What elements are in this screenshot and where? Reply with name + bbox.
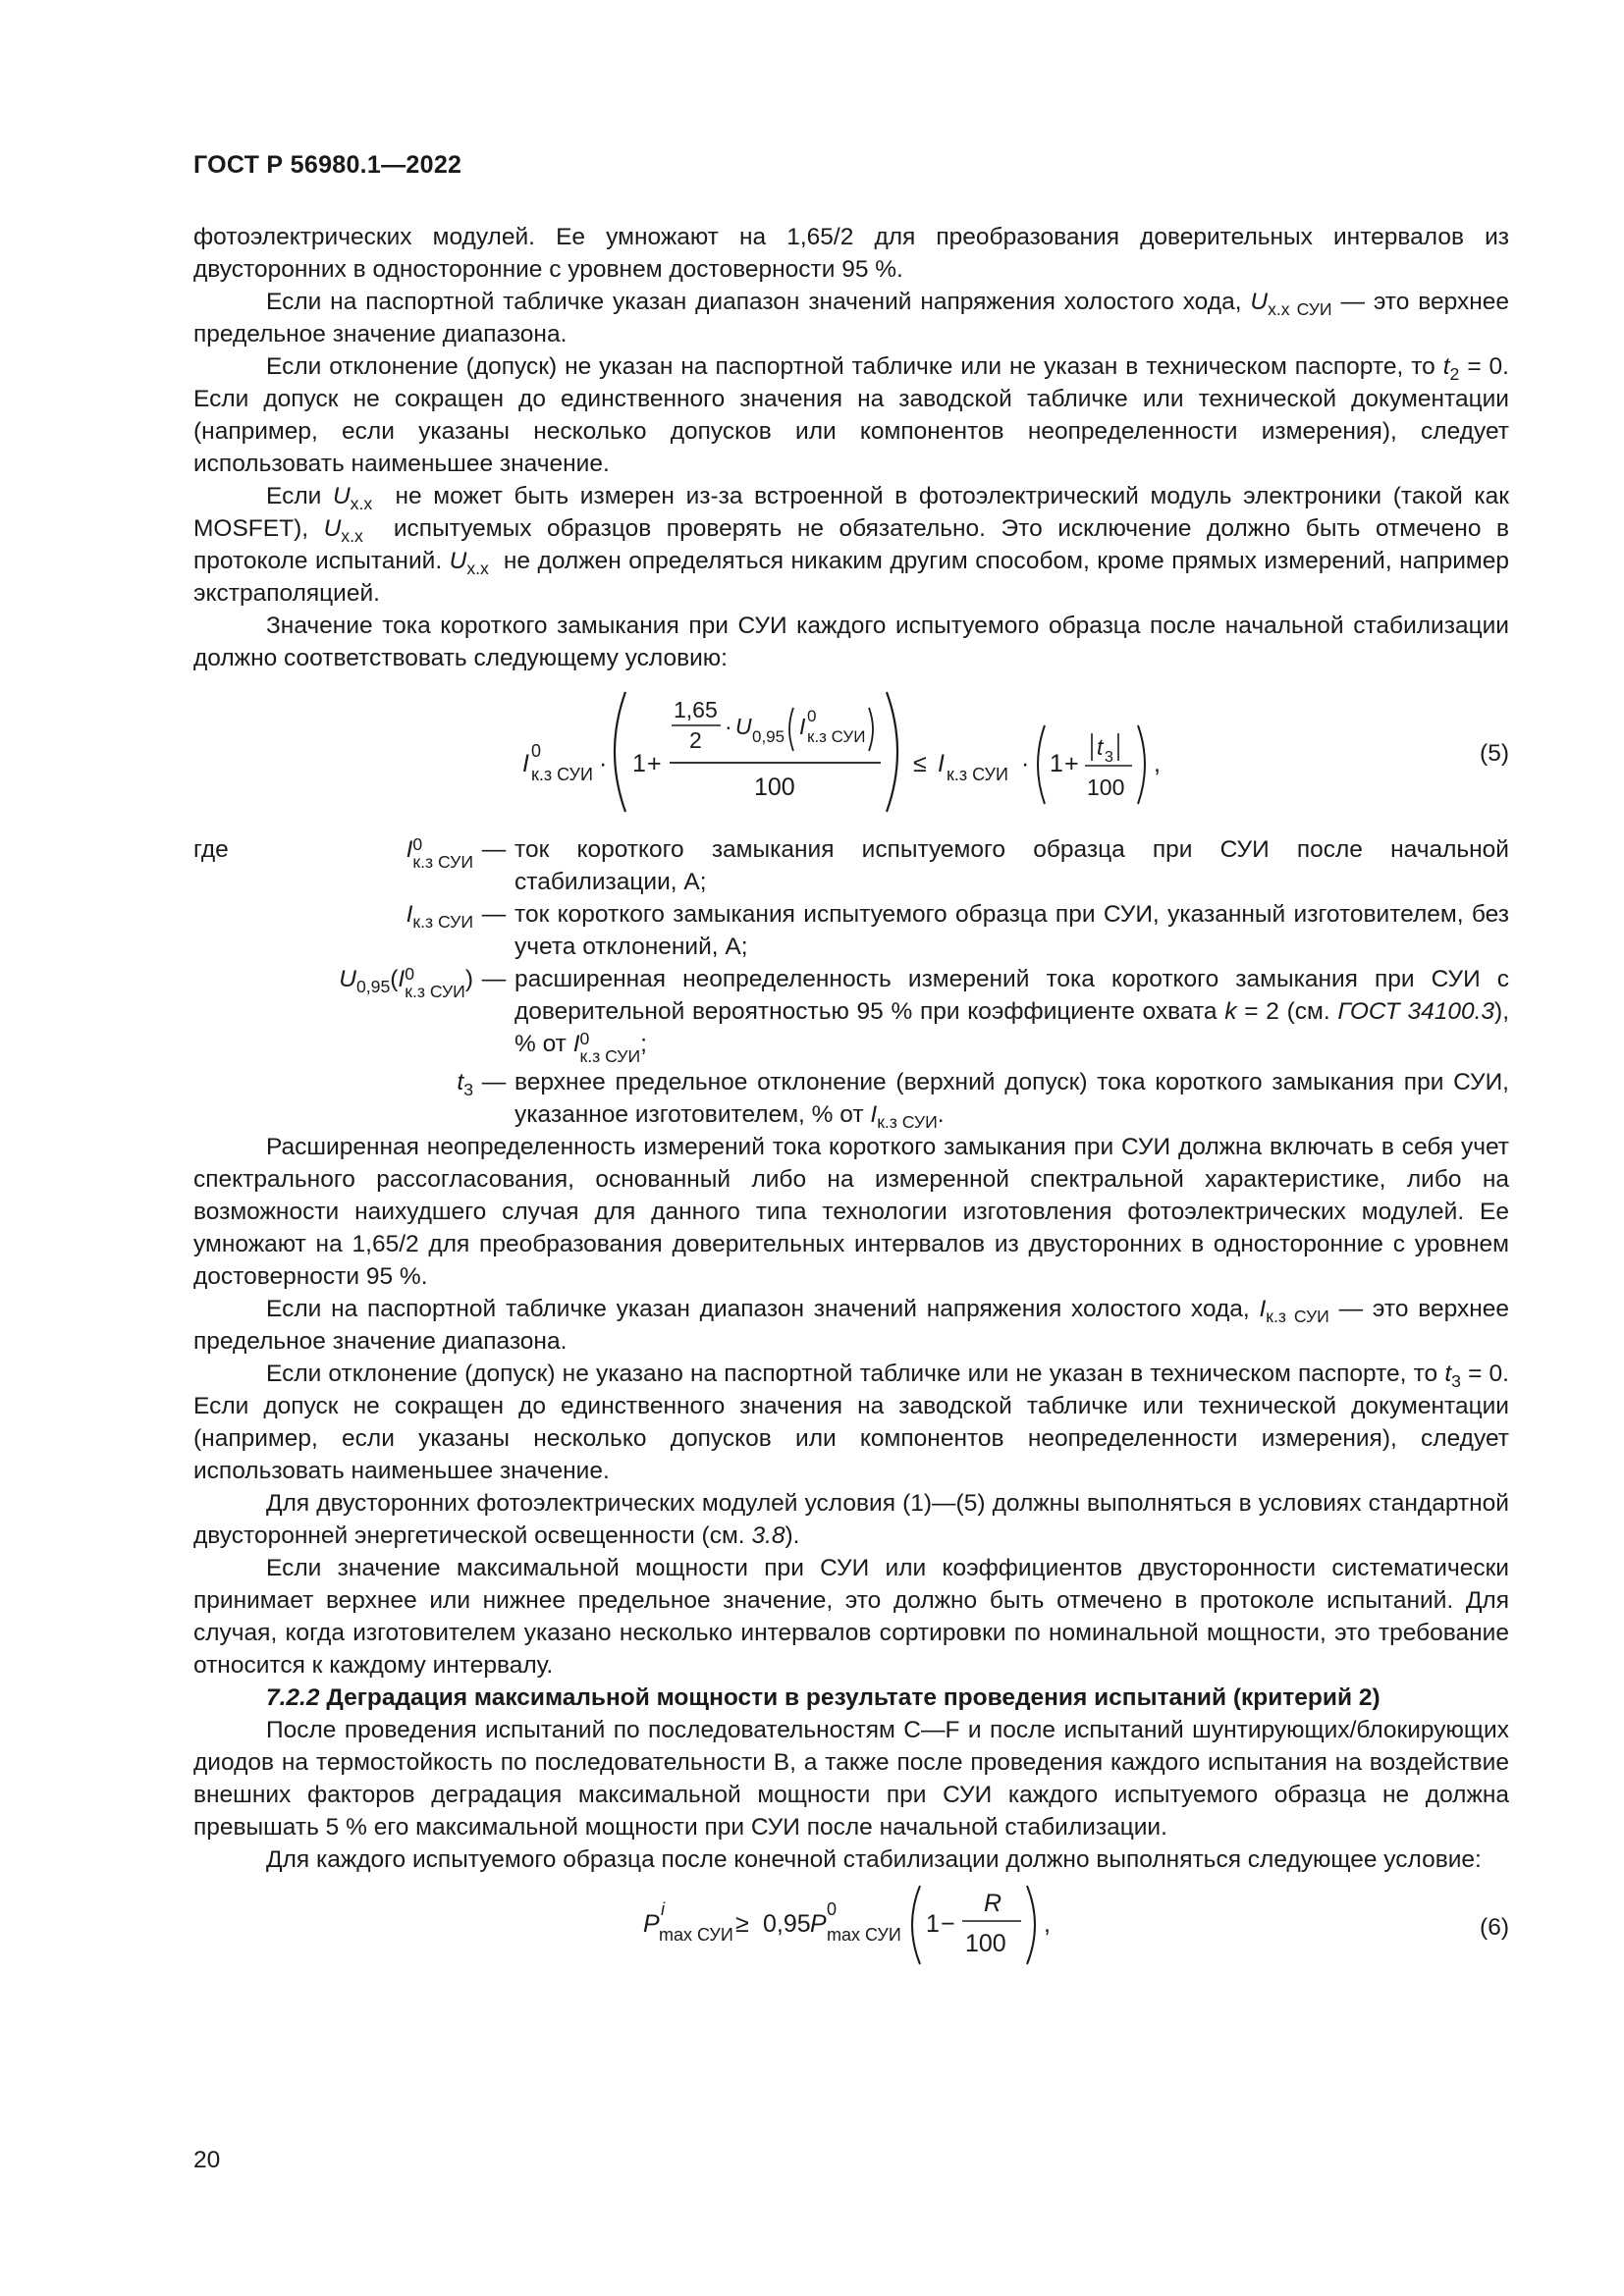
formula-6-tail	[908, 1878, 1085, 1972]
where-item	[193, 1066, 1509, 1131]
f6-P-sup: i	[661, 1898, 665, 1919]
f5-t3-sub: 3	[1105, 749, 1113, 766]
f6-R: R	[984, 1889, 1002, 1917]
f5-paren2-right	[1138, 725, 1145, 804]
where-description: верхнее предельное отклонение (верхний допуск) тока короткого замыкания при СУИ, указанное изготовителем, % от $I_{к.з СУИ}$.	[514, 1068, 1509, 1132]
page-content	[193, 221, 1509, 1978]
paragraph: Если на паспортной табличке указан диапазон значений напряжения холостого хода, $I_{к.з СУИ}$ — это верхнее предельное значение диапазона.	[193, 1295, 1509, 1355]
f5-plus: +	[647, 750, 662, 777]
f6-minus: −	[941, 1909, 955, 1938]
paragraph: Если отклонение (допуск) не указано на паспортной табличке или не указан в техническом паспорте, то $t_3 = 0$. Если допуск не сокращен до единственного значения на заводской табличке или технической документации (например, если указаны несколько допусков или компонентов неопределенности измерения), следует использовать наименьшее значение.	[193, 1360, 1509, 1484]
where-dash: —	[481, 1068, 507, 1095]
where-description: ток короткого замыкания испытуемого образца при СУИ, указанный изготовителем, без учета отклонений, А;	[514, 901, 1509, 960]
f5-I-sup: 0	[531, 741, 542, 761]
formula-6	[193, 1878, 901, 1972]
page-number: 20	[193, 2147, 221, 2173]
paragraph: Если $U_{х.х}$ не может быть измерен из-за встроенной в фотоэлектрический модуль электроники (такой как MOSFET), $U_{х.х}$ испытуемых образцов проверять не обязательно. Это исключение должно быть отмечено в протоколе испытаний. $U_{х.х}$ не должен определяться никаким другим способом, кроме прямых измерений, например экстраполяцией.	[193, 483, 1509, 607]
f6-geq: ≥	[735, 1909, 749, 1938]
where-dash: —	[481, 966, 507, 992]
f5-U: U	[735, 714, 752, 739]
where-lead: где	[193, 836, 229, 863]
where-item	[193, 898, 1509, 963]
paragraph: Значение тока короткого замыкания при СУИ каждого испытуемого образца после начальной стабилизации должно соответствовать следующему условию:	[193, 613, 1509, 671]
f5-n2: 2	[689, 727, 702, 753]
page-header-title: ГОСТ Р 56980.1—2022	[193, 151, 462, 179]
f5-big-paren-left	[615, 692, 625, 812]
f5-n100b: 100	[1087, 774, 1125, 800]
paragraph: Для двусторонних фотоэлектрических модулей условия (1)—(5) должны выполняться в условиях стандартной двусторонней энергетической освещенности (см. 3.8).	[193, 1489, 1509, 1549]
where-item	[193, 963, 1509, 1066]
f5-inner-paren-left	[789, 708, 793, 751]
f5-U-sub: 0,95	[752, 727, 785, 746]
f6-paren-right	[1027, 1886, 1035, 1964]
where-description: расширенная неопределенность измерений тока короткого замыкания при СУИ с доверительной вероятностью 95 % при коэффициенте охвата k = 2 (см. ГОСТ 34100.3), % от I 0 к.з СУИ ;	[514, 966, 1510, 1067]
paragraph: Если на паспортной табличке указан диапазон значений напряжения холостого хода, $U_{х.х СУИ}$ — это верхнее предельное значение диапазона.	[193, 289, 1509, 347]
f5-one2: 1	[1050, 750, 1063, 777]
where-item	[193, 833, 1509, 898]
f5-n100: 100	[754, 774, 795, 801]
f5-inner-I-sub: к.з СУИ	[807, 727, 866, 746]
where-symbol: $I_{к.з СУИ}$	[406, 901, 473, 933]
f5-inner-paren-right	[869, 708, 873, 751]
f5-I-sub: к.з СУИ	[531, 765, 593, 784]
paragraph: фотоэлектрических модулей. Ее умножают на 1,65/2 для преобразования доверительных интервалов из двусторонних в односторонние с уровнем достоверности 95 %.	[193, 224, 1509, 283]
formula-5	[193, 678, 1175, 826]
f5-plus2: +	[1064, 750, 1079, 777]
f5-I: I	[522, 750, 529, 777]
formula-5-number: (5)	[1480, 740, 1509, 767]
f6-n100: 100	[965, 1929, 1006, 1957]
f5-one: 1	[632, 750, 646, 777]
f5-dot3: ·	[1021, 750, 1030, 777]
where-dash: —	[481, 836, 507, 863]
f5-comma: ,	[1154, 750, 1161, 777]
f5-I2-sub: к.з СУИ	[947, 765, 1008, 784]
reference-link: ГОСТ 34100.3	[1337, 998, 1495, 1025]
paragraph: Если значение максимальной мощности при СУИ или коэффициентов двусторонности систематически принимает верхнее или нижнее предельное значение, это должно быть отмечено в протоколе испытаний. Для случая, когда изготовителем указано несколько интервалов сортировки по номинальной мощности, это требование относится к каждому интервалу.	[193, 1554, 1509, 1679]
formula-6-row	[193, 1878, 1509, 1972]
f5-I2: I	[938, 750, 945, 777]
f5-n165: 1,65	[674, 697, 718, 722]
f5-leq: ≤	[913, 750, 927, 777]
where-description: ток короткого замыкания испытуемого образца при СУИ после начальной стабилизации, А;	[514, 836, 1509, 895]
reference-link: 3.8	[751, 1522, 785, 1549]
f6-paren-left	[912, 1886, 920, 1964]
where-symbol: I 0 к.з СУИ	[406, 834, 473, 873]
f6-P-sub: max СУИ	[659, 1924, 733, 1945]
f5-dot2: ·	[725, 714, 732, 739]
f5-inner-I: I	[799, 714, 806, 739]
f5-inner-I-sup: 0	[807, 707, 817, 725]
paragraph: Если отклонение (допуск) не указан на паспортной табличке или не указан в техническом паспорте, то $t_2 = 0$. Если допуск не сокращен до единственного значения на заводской табличке или технической документации (например, если указаны несколько допусков или компонентов неопределенности измерения), следует использовать наименьшее значение.	[193, 353, 1509, 477]
f5-t3: t	[1097, 734, 1104, 760]
f5-big-paren-right	[887, 692, 897, 812]
f6-P2: P	[810, 1909, 827, 1938]
paragraph: После проведения испытаний по последовательностям C—F и после испытаний шунтирующих/блокирующих диодов на термостойкость по последовательности B, а также после проведения каждого испытания на воздействие внешних факторов деградация максимальной мощности при СУИ каждого испытуемого образца не должна превышать 5 % его максимальной мощности при СУИ после начальной стабилизации.	[193, 1716, 1509, 1841]
paragraph: Расширенная неопределенность измерений тока короткого замыкания при СУИ должна включать в себя учет спектрального рассогласования, основанный либо на измеренной спектральной характеристике, либо на возможности наихудшего случая для данного типа технологии изготовления фотоэлектрических модулей. Ее умножают на 1,65/2 для преобразования доверительных интервалов из двусторонних в односторонние с уровнем достоверности 95 %.	[193, 1133, 1509, 1290]
formula-5-row	[193, 678, 1509, 826]
f6-coef: 0,95	[763, 1909, 811, 1938]
f6-P2-sub: max СУИ	[827, 1924, 901, 1945]
f6-one: 1	[926, 1909, 940, 1938]
f6-comma: ,	[1044, 1909, 1051, 1938]
f6-P: P	[643, 1909, 660, 1938]
formula-6-number: (6)	[1480, 1913, 1509, 1941]
paragraph: Для каждого испытуемого образца после конечной стабилизации должно выполняться следующее условие:	[266, 1845, 1482, 1873]
where-list	[193, 833, 1509, 1131]
section-heading: 7.2.2 Деградация максимальной мощности в результате проведения испытаний (критерий 2)	[266, 1683, 1380, 1711]
where-symbol: $t_3$	[457, 1068, 473, 1099]
f5-paren2-left	[1038, 725, 1045, 804]
where-dash: —	[481, 901, 507, 928]
f5-dot1: ·	[599, 750, 608, 777]
f6-P2-sup: 0	[827, 1898, 838, 1919]
where-symbol: $U_{0,95}(I$ 0 к.з СУИ )	[339, 964, 473, 1002]
